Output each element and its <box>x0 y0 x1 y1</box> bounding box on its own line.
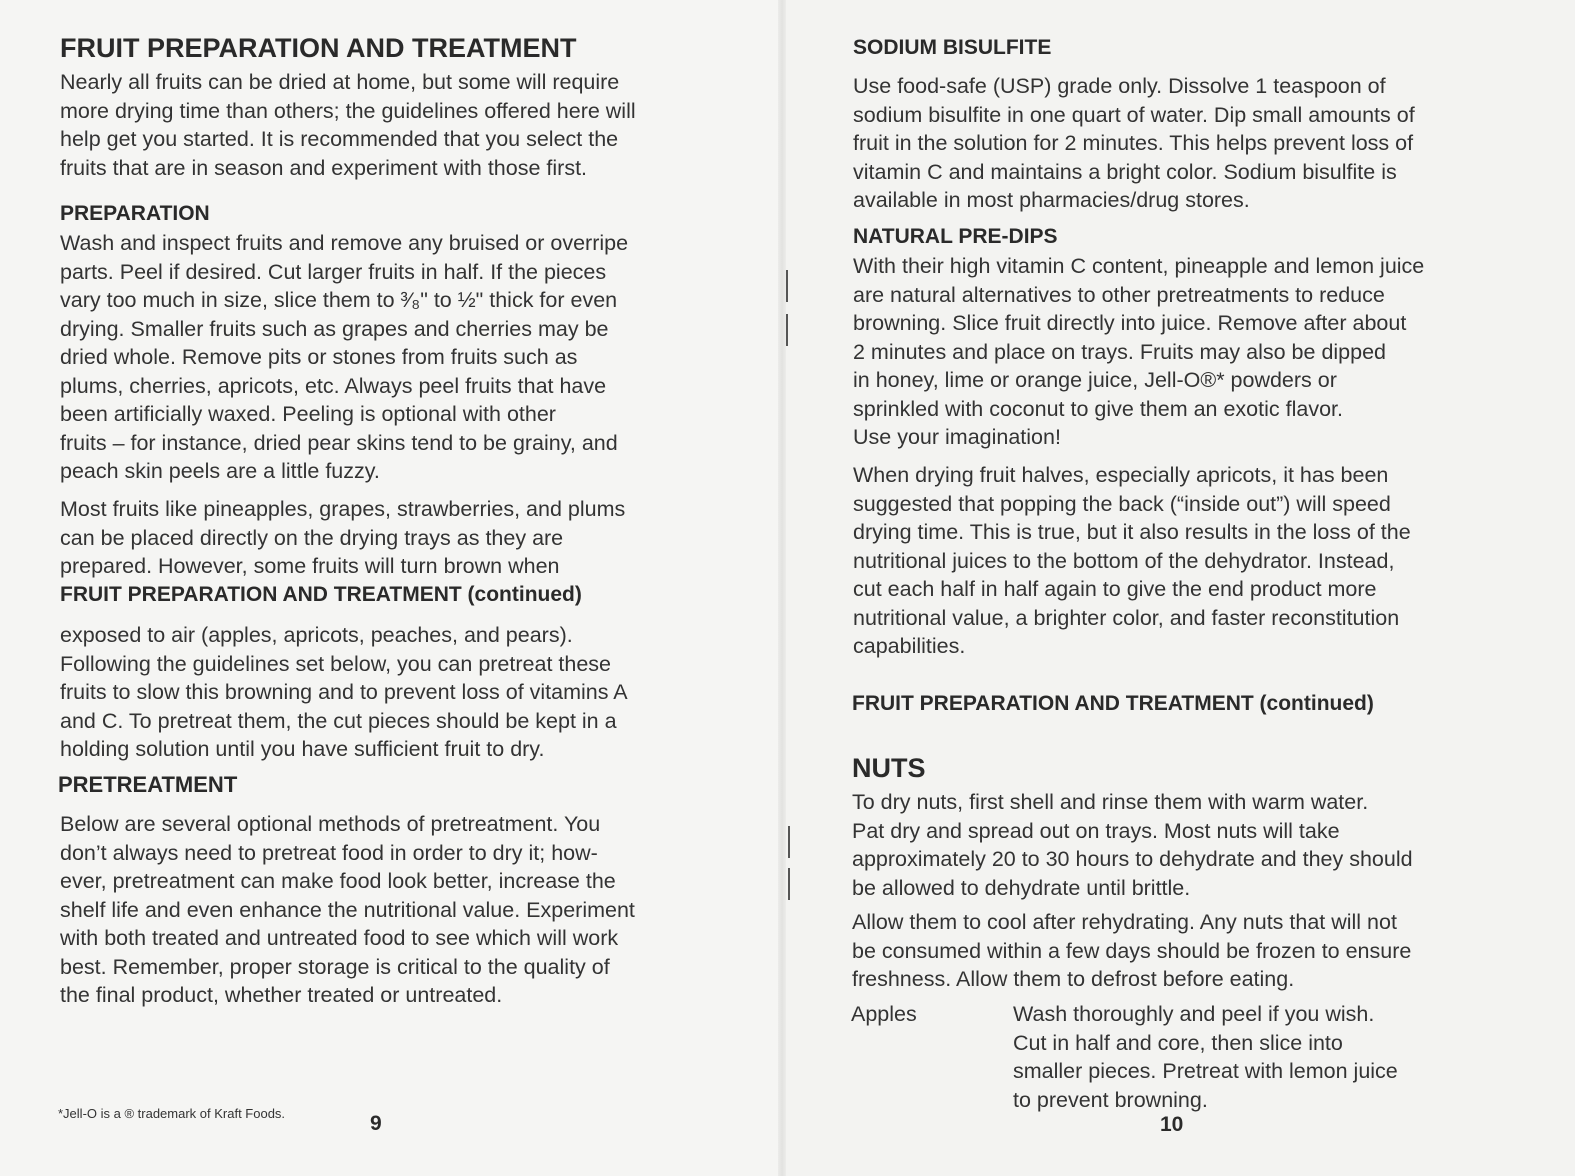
text-line: cut each half in half again to give the end product more <box>853 577 1377 601</box>
text-line: vary too much in size, slice them to ³⁄₈" to ½" thick for even <box>60 288 618 312</box>
text-line: and C. To pretreat them, the cut pieces should be kept in a <box>60 708 617 733</box>
text-line: fruits – for instance, dried pear skins tend to be grainy, and <box>60 430 618 455</box>
text-line: been artificially waxed. Peeling is optional with other <box>60 402 556 426</box>
apples-instructions <box>1013 1000 1533 1114</box>
margin-mark <box>786 314 788 346</box>
text-line: dried whole. Remove pits or stones from fruits such as <box>60 345 578 369</box>
text-line: best. Remember, proper storage is critical to the quality of <box>60 954 610 979</box>
pretreatment-paragraph <box>60 810 760 1010</box>
text-line: 2 minutes and place on trays. Fruits may also be dipped <box>853 339 1387 364</box>
continued-heading-right <box>852 691 1374 717</box>
text-line: more drying time than others; the guidelines offered here will <box>60 98 636 123</box>
text-line: approximately 20 to 30 hours to dehydrate and they should <box>852 847 1413 871</box>
text-line: When drying fruit halves, especially apricots, it has been <box>853 463 1389 487</box>
text-line: prepared. However, some fruits will turn brown when <box>60 554 560 578</box>
text-line: the final product, whether treated or untreated. <box>60 983 503 1007</box>
preparation-heading: PREPARATION <box>60 202 210 225</box>
nuts-heading: NUTS <box>852 753 926 783</box>
text-line: Below are several optional methods of pretreatment. You <box>60 812 601 836</box>
sodium-paragraph <box>853 72 1553 215</box>
text-line: nutritional juices to the bottom of the dehydrator. Instead, <box>853 548 1395 573</box>
placement-paragraph <box>60 495 760 581</box>
book-gutter <box>778 0 786 1176</box>
text-line: exposed to air (apples, apricots, peaches, and pears). <box>60 623 573 647</box>
natural-heading: NATURAL PRE-DIPS <box>853 225 1058 248</box>
text-line: Pat dry and spread out on trays. Most nuts will take <box>852 818 1340 843</box>
text-line: smaller pieces. Pretreat with lemon juice <box>1013 1059 1398 1083</box>
sodium-heading: SODIUM BISULFITE <box>853 36 1052 59</box>
text-line: nutritional value, a brighter color, and faster reconstitution <box>853 605 1400 630</box>
natural-paragraph <box>853 252 1558 452</box>
text-line: With their high vitamin C content, pineapple and lemon juice <box>853 254 1425 278</box>
text-line: Following the guidelines set below, you can pretreat these <box>60 651 611 676</box>
text-line: shelf life and even enhance the nutritional value. Experiment <box>60 897 635 922</box>
text-line: available in most pharmacies/drug stores. <box>853 188 1250 212</box>
text-line: be allowed to dehydrate until brittle. <box>852 875 1191 900</box>
text-line: browning. Slice fruit directly into juice. Remove after about <box>853 311 1407 335</box>
page-title: FRUIT PREPARATION AND TREATMENT <box>60 33 577 63</box>
continued-heading-suffix: (continued) <box>467 583 582 606</box>
text-line: with both treated and untreated food to see which will work <box>60 926 619 950</box>
text-line: Use food-safe (USP) grade only. Dissolve 1 teaspoon of <box>853 74 1386 98</box>
text-line: be consumed within a few days should be frozen to ensure <box>852 938 1412 963</box>
text-line: are natural alternatives to other pretreatments to reduce <box>853 282 1385 307</box>
text-line: fruit in the solution for 2 minutes. This helps prevent loss of <box>853 131 1414 155</box>
text-line: Cut in half and core, then slice into <box>1013 1030 1343 1055</box>
margin-mark <box>788 826 790 858</box>
text-line: To dry nuts, first shell and rinse them with warm water. <box>852 790 1369 814</box>
text-line: fruits to slow this browning and to prevent loss of vitamins A <box>60 680 628 704</box>
text-line: sodium bisulfite in one quart of water. Dip small amounts of <box>853 102 1415 127</box>
text-line: vitamin C and maintains a bright color. Sodium bisulfite is <box>853 159 1397 184</box>
text-line: freshness. Allow them to defrost before eating. <box>852 967 1295 991</box>
margin-mark <box>788 868 790 900</box>
preparation-paragraph <box>60 229 760 486</box>
continued-heading-main: FRUIT PREPARATION AND TREATMENT <box>60 583 462 606</box>
text-line: Nearly all fruits can be dried at home, but some will require <box>60 70 620 94</box>
footnote: *Jell-O is a ® trademark of Kraft Foods. <box>58 1106 286 1121</box>
text-line: drying. Smaller fruits such as grapes and cherries may be <box>60 316 609 341</box>
text-line: Wash and inspect fruits and remove any bruised or overripe <box>60 231 629 255</box>
text-line: holding solution until you have sufficient fruit to dry. <box>60 737 545 761</box>
text-line: Use your imagination! <box>853 425 1061 449</box>
intro-paragraph <box>60 68 760 182</box>
nuts-paragraph <box>852 788 1552 902</box>
pretreatment-heading: PRETREATMENT <box>58 772 238 797</box>
text-line: don’t always need to pretreat food in order to dry it; how- <box>60 840 598 865</box>
text-line: capabilities. <box>853 634 966 658</box>
text-line: plums, cherries, apricots, etc. Always peel fruits that have <box>60 373 607 398</box>
continued-heading-suffix: (continued) <box>1259 692 1374 715</box>
cool-paragraph <box>852 908 1552 994</box>
text-line: ever, pretreatment can make food look better, increase the <box>60 869 616 893</box>
halves-paragraph <box>853 461 1558 661</box>
apples-label: Apples <box>851 1002 917 1026</box>
text-line: fruits that are in season and experiment with those first. <box>60 155 588 180</box>
continued-paragraph <box>60 621 760 764</box>
margin-mark <box>786 270 788 302</box>
text-line: in honey, lime or orange juice, Jell-O®* powders or <box>853 368 1337 392</box>
page-number-left: 9 <box>370 1112 382 1135</box>
text-line: can be placed directly on the drying trays as they are <box>60 525 564 550</box>
continued-heading-main: FRUIT PREPARATION AND TREATMENT <box>852 692 1254 715</box>
text-line: drying time. This is true, but it also results in the loss of the <box>853 520 1411 544</box>
text-line: Most fruits like pineapples, grapes, strawberries, and plums <box>60 497 626 521</box>
continued-heading <box>60 582 582 608</box>
text-line: Allow them to cool after rehydrating. Any nuts that will not <box>852 910 1397 934</box>
text-line: peach skin peels are a little fuzzy. <box>60 459 380 483</box>
text-line: to prevent browning. <box>1013 1087 1208 1112</box>
text-line: help get you started. It is recommended that you select the <box>60 127 619 151</box>
text-line: sprinkled with coconut to give them an exotic flavor. <box>853 396 1343 421</box>
text-line: suggested that popping the back (“inside out”) will speed <box>853 491 1391 516</box>
text-line: parts. Peel if desired. Cut larger fruits in half. If the pieces <box>60 259 607 284</box>
page-number-right: 10 <box>1160 1113 1184 1136</box>
text-line: Wash thoroughly and peel if you wish. <box>1013 1002 1375 1026</box>
